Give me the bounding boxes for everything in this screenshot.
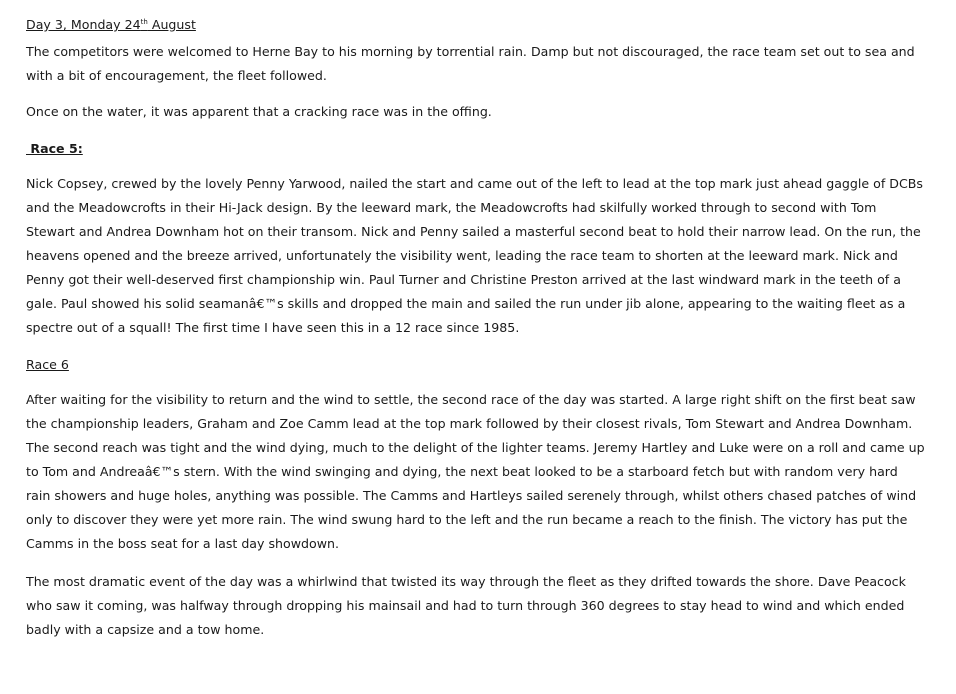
race-5-paragraph: Nick Copsey, crewed by the lovely Penny Yarwood, nailed the start and came out of the left to lead at the top mark just ahead gaggle of DCBs and the Meadowcrofts in their Hi-Jack design. By the leeward mark, the Meadowcrofts had skilfully worked through to second with Tom Stewart and Andrea Downham hot on their transom. Nick and Penny sailed a masterful second beat to hold their narrow lead. On the run, the heavens opened and the breeze arrived, unfortunately the visibility went, leading the race team to shorten at the leeward mark. Nick and Penny got their well-deserved first championship win. Paul Turner and Christine Preston arrived at the last windward mark in the teeth of a gale. Paul showed his solid seamanâ€™s skills and dropped the main and sailed the run under jib alone, appearing to the waiting fleet as a spectre out of a squall! The first time I have seen this in a 12 race since 1985. (26, 176, 923, 335)
closing-paragraph: The most dramatic event of the day was a whirlwind that twisted its way through the fleet as they drifted towards the shore. Dave Peacock who saw it coming, was halfway through dropping his mainsail and had to turn through 360 degrees to stay head to wind and which ended badly with a capsize and a tow home. (26, 574, 906, 637)
date-prefix: Day 3, Monday 24 (26, 17, 141, 32)
race-6-heading: Race 6 (26, 357, 69, 372)
race-6-paragraph: After waiting for the visibility to return and the wind to settle, the second race of the day was started. A large right shift on the first beat saw the championship leaders, Graham and Zoe Camm lead at the top mark followed by their closest rivals, Tom Stewart and Andrea Downham. The second reach was tight and the wind dying, much to the delight of the lighter teams. Jeremy Hartley and Luke were on a roll and came up to Tom and Andreaâ€™s stern. With the wind swinging and dying, the next beat looked to be a starboard fetch but with random very hard rain showers and huge holes, anything was possible. The Camms and Hartleys sailed serenely through, whilst others chased patches of wind only to discover they were yet more rain. The wind swung hard to the left and the run became a reach to the finish. The victory has put the Camms in the boss seat for a last day showdown. (26, 392, 925, 551)
intro-paragraph-1: The competitors were welcomed to Herne Bay to his morning by torrential rain. Damp but not discouraged, the race team set out to sea and with a bit of encouragement, the fleet followed. (26, 44, 915, 83)
intro-paragraph-2: Once on the water, it was apparent that a cracking race was in the offing. (26, 104, 492, 119)
date-superscript: th (140, 18, 148, 26)
date-suffix: August (147, 17, 196, 32)
race-5-heading: Race 5: (26, 141, 83, 156)
date-heading (26, 14, 196, 33)
